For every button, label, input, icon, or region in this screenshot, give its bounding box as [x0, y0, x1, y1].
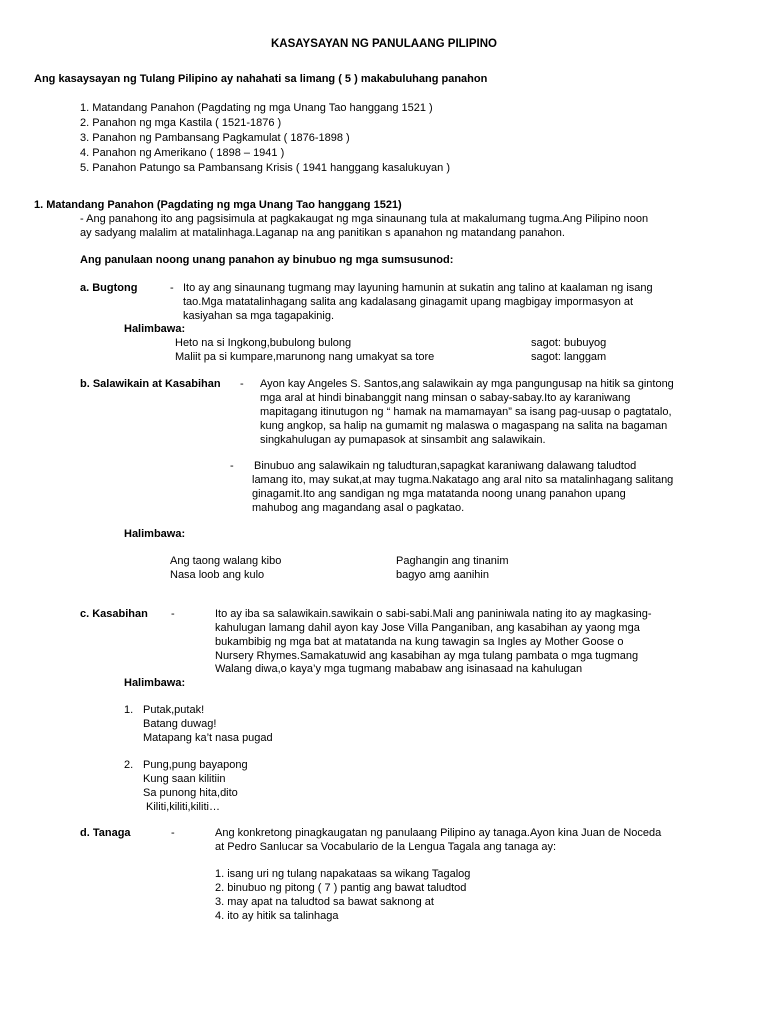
tanaga-dash: - [171, 827, 175, 839]
salawikain-example-right: Paghangin ang tinanim [396, 555, 509, 567]
kasabihan-example-number: 1. [124, 704, 134, 716]
salawikain-line: mga aral at hindi binabanggit nang minsan o sabay-sabay.Ito ay karaniwang [260, 392, 631, 404]
salawikain-line: kung angkop, sa halip na gumamit ng malaswa o magaspang na salita na bagaman [260, 420, 668, 432]
salawikain-dash: - [230, 460, 234, 472]
kasabihan-line: Walang diwa,o kaya’y mga tugmang mababaw ang isinasaad na kahulugan [215, 663, 583, 675]
tanaga-item: 3. may apat na taludtod sa bawat saknong at [215, 896, 434, 908]
bugtong-line: tao.Mga matatalinhagang salita ang kadalasang ginagamit upang magbigay impormasyon at [183, 296, 634, 308]
page-title: KASAYSAYAN NG PANULAANG PILIPINO [271, 38, 497, 50]
salawikain-dash: - [240, 378, 244, 390]
period-item: 1. Matandang Panahon (Pagdating ng mga Unang Tao hanggang 1521 ) [80, 102, 433, 114]
bugtong-line: Ito ay ang sinaunang tugmang may layuning hamunin at sukatin ang talino at kaalaman ng isang [183, 282, 653, 294]
period-item: 2. Panahon ng mga Kastila ( 1521-1876 ) [80, 117, 282, 129]
kasabihan-line: bukambibig ng mga bat at matatanda na kung tawagin sa Ingles ay Mother Goose o [215, 636, 624, 648]
section1-line: ay sadyang malalim at matalinhaga.Laganap na ang panitikan s apanahon ng matandang panahon. [80, 227, 565, 239]
bugtong-answer: sagot: bubuyog [531, 337, 607, 349]
salawikain-label: b. Salawikain at Kasabihan [80, 378, 221, 390]
kasabihan-line: kahulugan lamang dahil ayon kay Jose Villa Panganiban, ang kasabihan ay yaong mga [215, 622, 640, 634]
kasabihan-example-line: Batang duwag! [143, 718, 217, 730]
kasabihan-label: c. Kasabihan [80, 608, 148, 620]
bugtong-example: Maliit pa si kumpare,marunong nang umakyat sa tore [175, 351, 435, 363]
section1-line: - Ang panahong ito ang pagsisimula at pagkakaugat ng mga sinaunang tula at makalumang tugma.Ang Pilipino noon [80, 213, 649, 225]
bugtong-line: kasiyahan sa mga tagapakinig. [183, 310, 335, 322]
salawikain-line: mapitagang itinutugon ng “ hamak na mamamayan” sa isang pag-uusap o pagtatalo, [260, 406, 672, 418]
salawikain-line: ginagamit.Ito ang sandigan ng mga matatanda noong unang panahon upang [252, 488, 626, 500]
salawikain-line: Ayon kay Angeles S. Santos,ang salawikain ay mga pangungusap na hitik sa gintong [260, 378, 674, 390]
period-item: 3. Panahon ng Pambansang Pagkamulat ( 1876-1898 ) [80, 132, 350, 144]
section1-heading: 1. Matandang Panahon (Pagdating ng mga Unang Tao hanggang 1521) [34, 199, 402, 211]
salawikain-example-left: Ang taong walang kibo [170, 555, 282, 567]
section1-subheading: Ang panulaan noong unang panahon ay binubuo ng mga sumsusunod: [80, 254, 454, 266]
period-item: 5. Panahon Patungo sa Pambansang Krisis ( 1941 hanggang kasalukuyan ) [80, 162, 450, 174]
tanaga-line: Ang konkretong pinagkaugatan ng panulaang Pilipino ay tanaga.Ayon kina Juan de Noceda [215, 827, 662, 839]
bugtong-halimbawa: Halimbawa: [124, 323, 186, 335]
intro-text: Ang kasaysayan ng Tulang Pilipino ay nahahati sa limang ( 5 ) makabuluhang panahon [34, 73, 488, 85]
salawikain-line: singkahulugan ay pumapasok at sinsambit ang salawikain. [260, 434, 546, 446]
salawikain-example-left: Nasa loob ang kulo [170, 569, 265, 581]
tanaga-item: 1. isang uri ng tulang napakataas sa wikang Tagalog [215, 868, 471, 880]
salawikain-example-right: bagyo amg aanihin [396, 569, 489, 581]
tanaga-label: d. Tanaga [80, 827, 131, 839]
period-item: 4. Panahon ng Amerikano ( 1898 – 1941 ) [80, 147, 285, 159]
kasabihan-example-line: Kung saan kilitiin [143, 773, 226, 785]
salawikain-line: lamang ito, may sukat,at may tugma.Nakatago ang aral nito sa matalinhagang salitang [252, 474, 674, 486]
bugtong-dash: - [170, 282, 174, 294]
kasabihan-dash: - [171, 608, 175, 620]
kasabihan-example-line: Matapang ka’t nasa pugad [143, 732, 273, 744]
tanaga-item: 2. binubuo ng pitong ( 7 ) pantig ang bawat taludtod [215, 882, 467, 894]
kasabihan-halimbawa: Halimbawa: [124, 677, 186, 689]
bugtong-example: Heto na si Ingkong,bubulong bulong [175, 337, 352, 349]
kasabihan-example-line: Kiliti,kiliti,kiliti… [146, 801, 220, 813]
kasabihan-example-number: 2. [124, 759, 134, 771]
kasabihan-line: Ito ay iba sa salawikain.sawikain o sabi-sabi.Mali ang paniniwala nating ito ay magkasing- [215, 608, 652, 620]
kasabihan-line: Nursery Rhymes.Samakatuwid ang kasabihan ay mga tulang pambata o mga tugmang [215, 650, 639, 662]
bugtong-answer: sagot: langgam [531, 351, 607, 363]
tanaga-item: 4. ito ay hitik sa talinhaga [215, 910, 339, 922]
kasabihan-example-line: Pung,pung bayapong [143, 759, 248, 771]
salawikain-line: Binubuo ang salawikain ng taludturan,sapagkat karaniwang dalawang taludtod [254, 460, 637, 472]
tanaga-line: at Pedro Sanlucar sa Vocabulario de la Lengua Tagala ang tanaga ay: [215, 841, 557, 853]
bugtong-label: a. Bugtong [80, 282, 138, 294]
kasabihan-example-line: Sa punong hita,dito [143, 787, 238, 799]
salawikain-halimbawa: Halimbawa: [124, 528, 186, 540]
kasabihan-example-line: Putak,putak! [143, 704, 205, 716]
salawikain-line: mahubog ang magandang asal o pagkatao. [252, 502, 465, 514]
